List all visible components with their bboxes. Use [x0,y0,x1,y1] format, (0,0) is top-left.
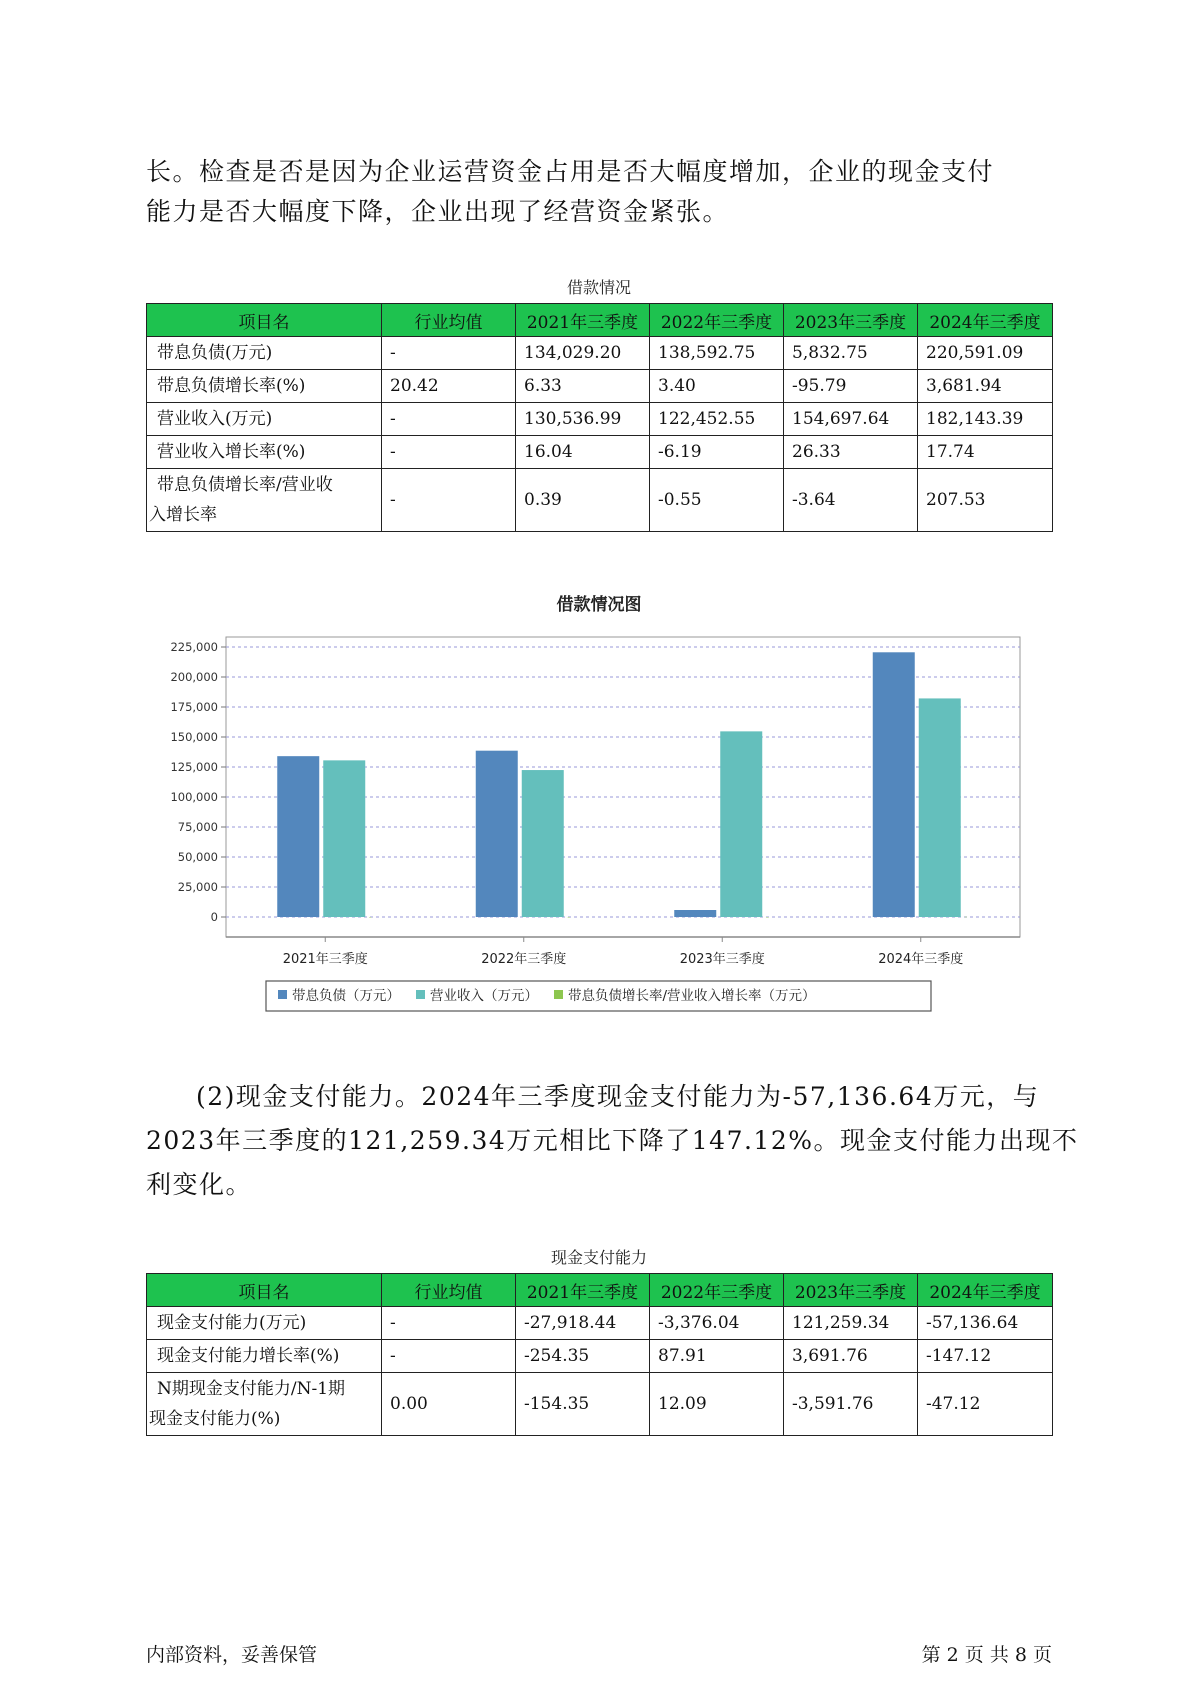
table-row [147,1373,1053,1436]
table-cell: 207.53 [918,469,1053,532]
y-tick-label: 100,000 [170,790,218,804]
table-cell: 130,536.99 [516,403,650,436]
bar-growth-ratio [369,917,371,918]
loan-chart-svg [146,585,1052,1035]
x-axis-ticks [283,937,964,967]
x-tick-label: 2022年三季度 [481,952,567,967]
table-cell: -147.12 [918,1340,1053,1373]
row-label: 现金支付能力增长率(%) [147,1340,382,1373]
table-cell: 16.04 [516,436,650,469]
table-cell: 17.74 [918,436,1053,469]
y-tick-label: 75,000 [177,820,218,834]
table-row [147,337,1053,370]
bar-operating-revenue [323,760,365,917]
y-tick-label: 150,000 [170,730,218,744]
table-cell: 6.33 [516,370,650,403]
row-label: 带息负债增长率(%) [147,370,382,403]
table-cell: 87.91 [650,1340,784,1373]
table-cell: 0.00 [382,1373,516,1436]
table-row [147,436,1053,469]
table-cell: -95.79 [784,370,918,403]
loan-chart [146,585,1052,1035]
table-cell: - [382,469,516,532]
row-label-line: N期现金支付能力/N-1期 [157,1379,346,1399]
footer-confidential-note: 内部资料，妥善保管 [146,1644,318,1666]
table-cell: - [382,436,516,469]
table-cell: 134,029.20 [516,337,650,370]
x-tick-label: 2021年三季度 [282,952,368,967]
table-cell: -154.35 [516,1373,650,1436]
table-row [147,370,1053,403]
y-tick-label: 25,000 [177,880,218,894]
legend-swatch [416,990,425,999]
footer-page-number: 第 2 页 共 8 页 [921,1644,1052,1666]
table-cell: 26.33 [784,436,918,469]
table-row [147,1307,1053,1340]
table-cell: -57,136.64 [918,1307,1053,1340]
table-cell: 3,681.94 [918,370,1053,403]
intro-line: 能力是否大幅度下降，企业出现了经营资金紧张。 [146,197,730,226]
table-cell: - [382,1340,516,1373]
table-cell: -254.35 [516,1340,650,1373]
header-cell: 2021年三季度 [516,1274,650,1307]
table-cell: 3,691.76 [784,1340,918,1373]
bar-growth-ratio [965,917,967,918]
bar-operating-revenue [522,770,564,917]
table-cell: 182,143.39 [918,403,1053,436]
y-axis-ticks [170,640,226,924]
row-label-line: 带息负债增长率/营业收 [157,475,333,495]
table1-caption: 借款情况 [566,278,631,297]
y-tick-label: 175,000 [170,700,218,714]
table-cell: -0.55 [650,469,784,532]
header-cell: 项目名 [147,304,382,337]
row-label: 现金支付能力(万元) [147,1307,382,1340]
y-tick-label: 200,000 [170,670,218,684]
table-cell: 138,592.75 [650,337,784,370]
table-cell: 12.09 [650,1373,784,1436]
bar-interest-bearing-debt [277,756,319,917]
table-cell: 122,452.55 [650,403,784,436]
header-cell: 2024年三季度 [918,1274,1053,1307]
table-row [147,469,1053,532]
header-cell: 2022年三季度 [650,1274,784,1307]
table-cell: -6.19 [650,436,784,469]
header-cell: 行业均值 [382,304,516,337]
table-cell: -3,376.04 [650,1307,784,1340]
bar-growth-ratio [568,917,570,918]
x-tick-label: 2023年三季度 [679,952,765,967]
row-label [147,1373,382,1436]
intro-line: 长。检查是否是因为企业运营资金占用是否大幅度增加，企业的现金支付 [146,157,995,186]
table-cell: 0.39 [516,469,650,532]
header-cell: 2024年三季度 [918,304,1053,337]
table-cell: - [382,337,516,370]
header-cell: 行业均值 [382,1274,516,1307]
table-cell: -3.64 [784,469,918,532]
table-cell: - [382,403,516,436]
legend-label: 带息负债增长率/营业收入增长率（万元） [568,988,816,1004]
bar-operating-revenue [919,698,961,917]
section2-line: (2)现金支付能力。2024年三季度现金支付能力为-57,136.64万元，与 [196,1082,1040,1111]
row-label [147,469,382,532]
bar-interest-bearing-debt [476,751,518,917]
table-cell: - [382,1307,516,1340]
table-cell: 154,697.64 [784,403,918,436]
table-cell: -47.12 [918,1373,1053,1436]
header-cell: 2022年三季度 [650,304,784,337]
table-cell: 121,259.34 [784,1307,918,1340]
y-tick-label: 125,000 [170,760,218,774]
table-header-row [147,1274,1053,1307]
legend-label: 带息负债（万元） [292,988,400,1004]
table-cell: -3,591.76 [784,1373,918,1436]
row-label: 营业收入增长率(%) [147,436,382,469]
table-cell: 5,832.75 [784,337,918,370]
section2-line: 2023年三季度的121,259.34万元相比下降了147.12%。现金支付能力出现不 [146,1126,1079,1155]
row-label-line: 现金支付能力(%) [149,1409,281,1429]
table2-caption: 现金支付能力 [550,1248,647,1267]
y-tick-label: 0 [210,910,218,924]
bar-interest-bearing-debt [873,652,915,917]
loan-table [146,303,1053,532]
table-cell: 220,591.09 [918,337,1053,370]
table-row [147,403,1053,436]
section2-paragraph [146,1075,1079,1207]
table-cell: 20.42 [382,370,516,403]
header-cell: 项目名 [147,1274,382,1307]
chart-title: 借款情况图 [556,595,642,615]
x-tick-label: 2024年三季度 [878,952,964,967]
header-cell: 2021年三季度 [516,304,650,337]
row-label-line: 入增长率 [149,505,217,525]
bar-interest-bearing-debt [674,910,716,917]
y-tick-label: 50,000 [177,850,218,864]
header-cell: 2023年三季度 [784,304,918,337]
legend-swatch [278,990,287,999]
row-label: 带息负债(万元) [147,337,382,370]
cash-payment-table [146,1273,1053,1436]
table-header-row [147,304,1053,337]
intro-paragraph [146,152,1051,232]
section2-line: 利变化。 [146,1170,253,1199]
table-cell: 3.40 [650,370,784,403]
header-cell: 2023年三季度 [784,1274,918,1307]
y-tick-label: 225,000 [170,640,218,654]
bar-growth-ratio [766,917,768,918]
legend-label: 营业收入（万元） [430,988,538,1004]
table-row [147,1340,1053,1373]
legend-swatch [554,990,563,999]
bar-operating-revenue [720,731,762,917]
table-cell: -27,918.44 [516,1307,650,1340]
row-label: 营业收入(万元) [147,403,382,436]
